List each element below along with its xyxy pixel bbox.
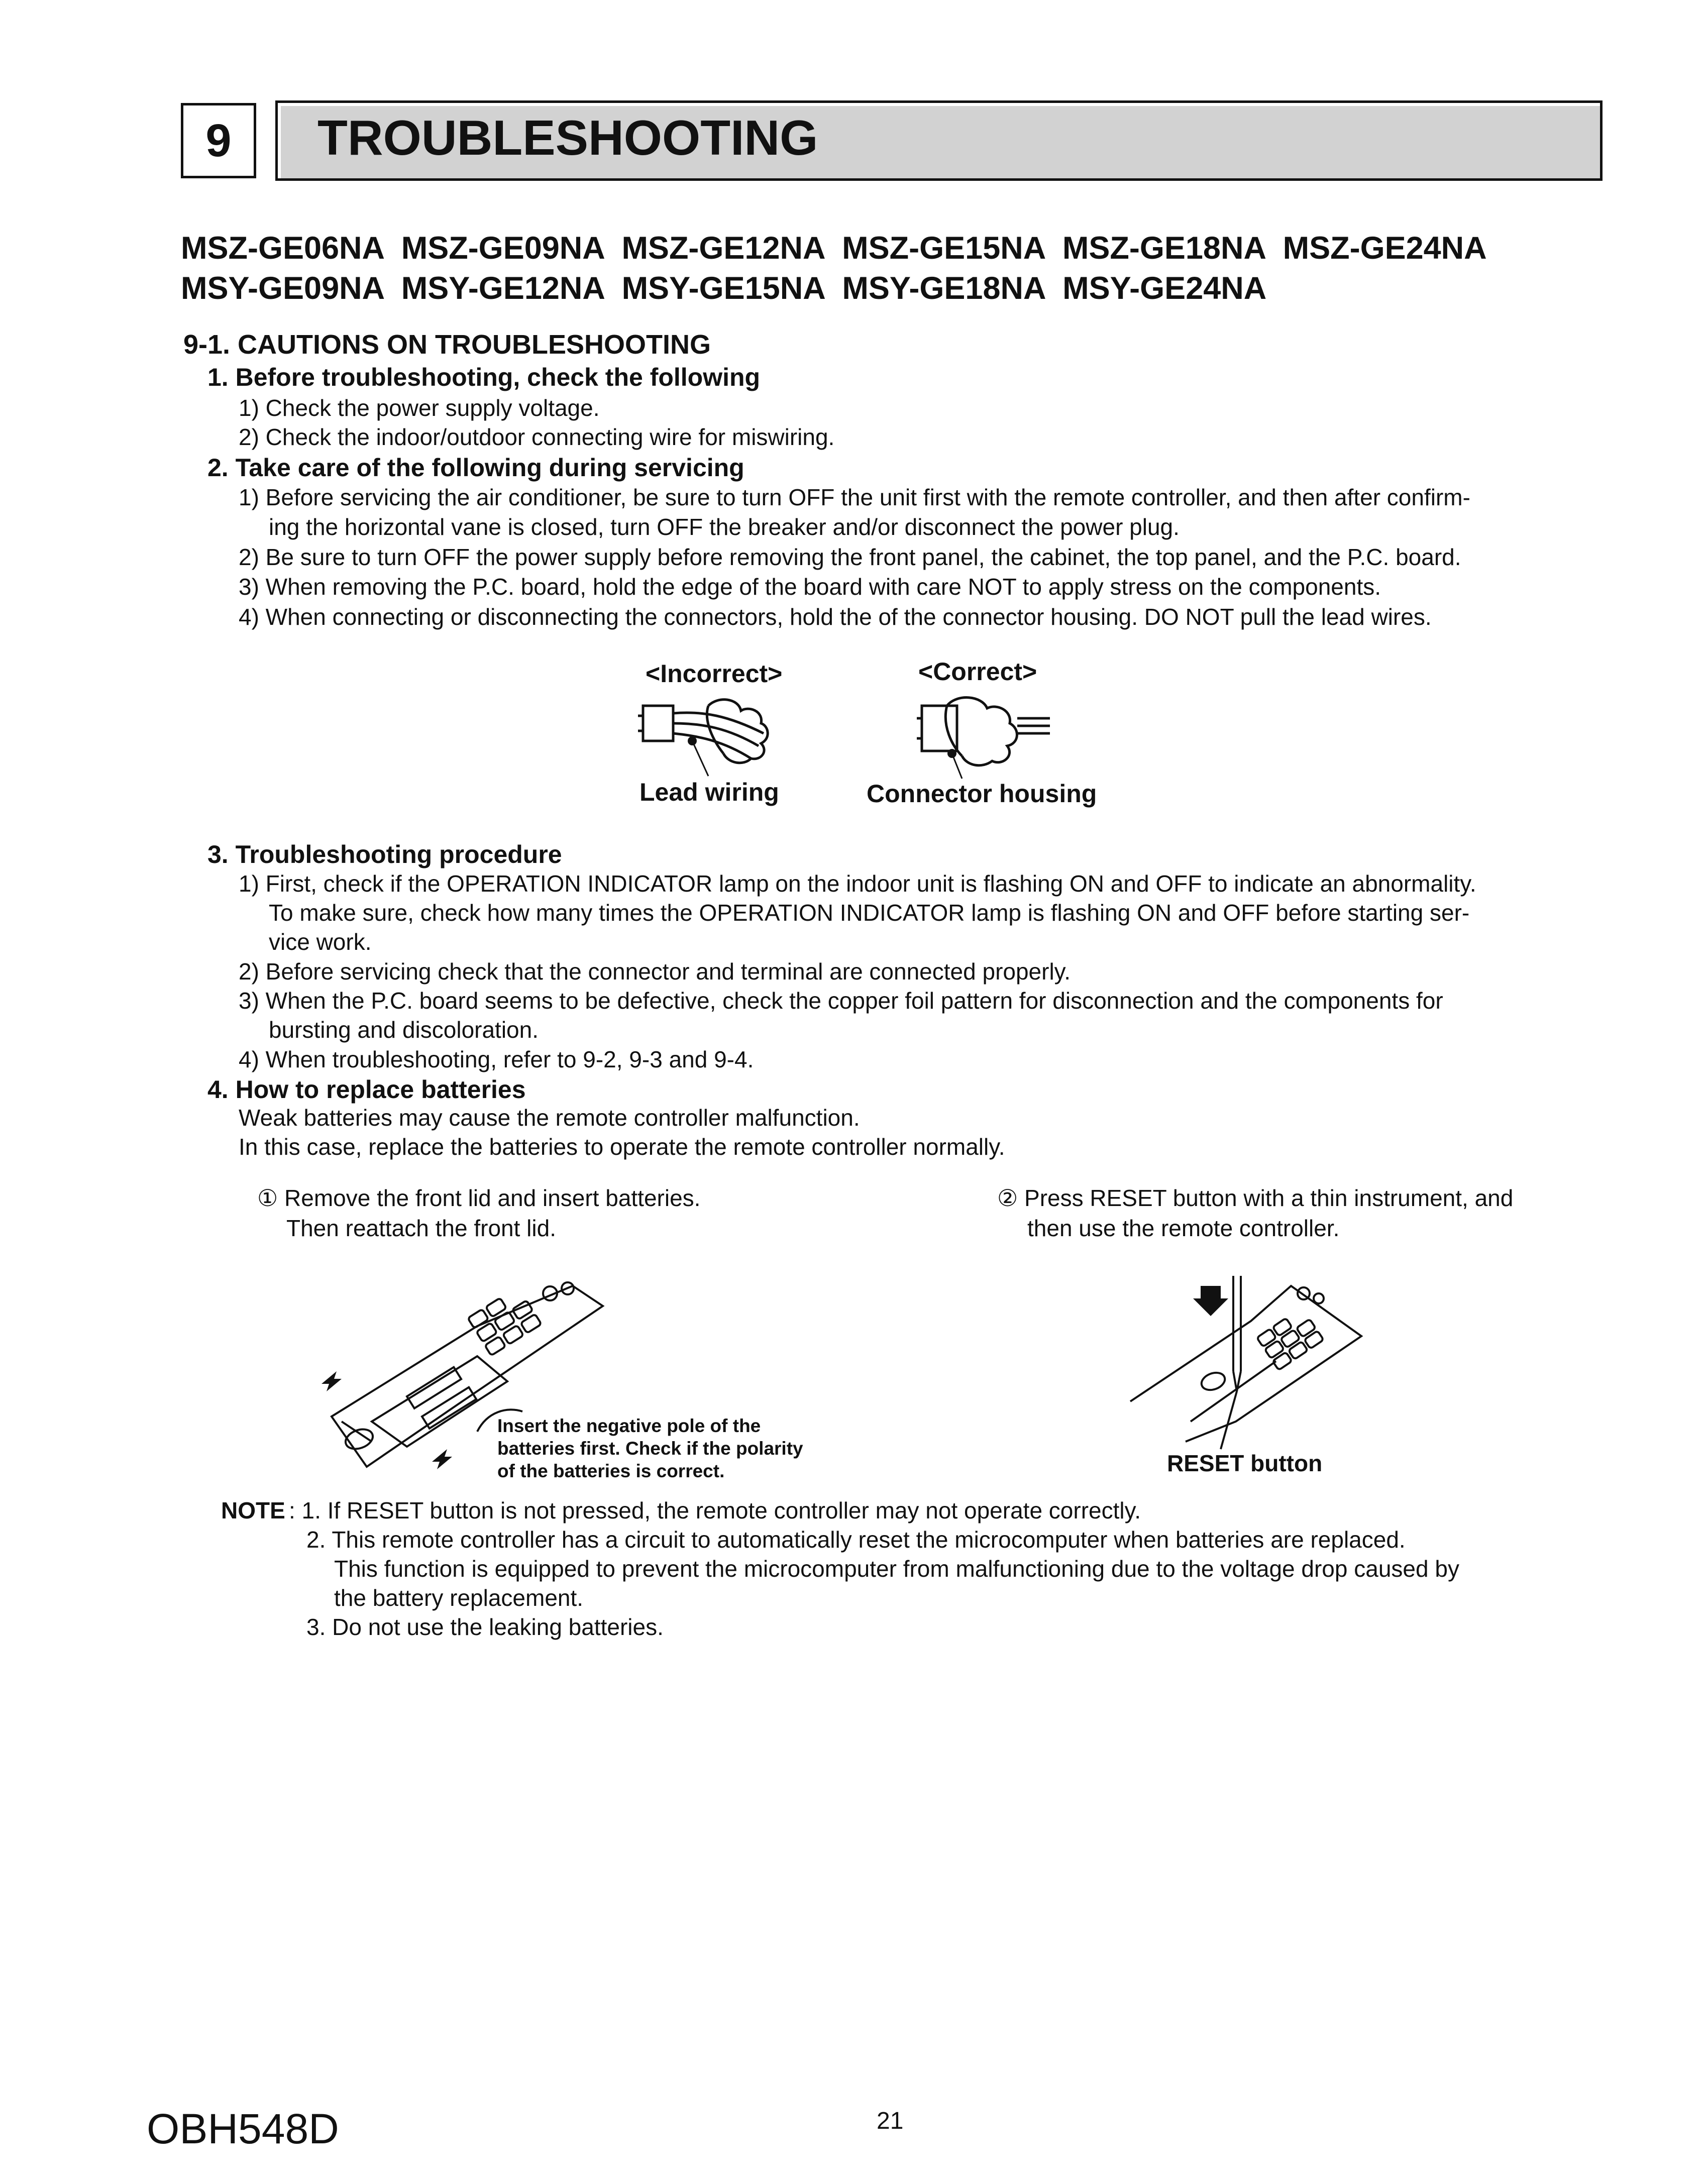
list-item: bursting and discoloration. bbox=[269, 1017, 539, 1043]
step-1-line: Then reattach the front lid. bbox=[286, 1215, 556, 1241]
subsection-1-heading: 1. Before troubleshooting, check the following bbox=[207, 363, 761, 391]
note-line: 2. This remote controller has a circuit to automatically reset the microcomputer when batteries are replaced. bbox=[306, 1527, 1406, 1553]
list-item: 3) When the P.C. board seems to be defective, check the copper foil pattern for disconnection and the components for bbox=[239, 988, 1443, 1014]
step-2-line: then use the remote controller. bbox=[1027, 1215, 1340, 1241]
correct-connector-illustration bbox=[917, 696, 1078, 776]
list-item: 1) Before servicing the air conditioner, be sure to turn OFF the unit first with the remote controller, and then after confirm- bbox=[239, 484, 1470, 510]
list-item: 4) When troubleshooting, refer to 9-2, 9-3 and 9-4. bbox=[239, 1046, 754, 1072]
list-item: 2) Check the indoor/outdoor connecting wire for miswiring. bbox=[239, 424, 835, 450]
section-title: 9-1. CAUTIONS ON TROUBLESHOOTING bbox=[183, 330, 711, 360]
list-item: 1) Check the power supply voltage. bbox=[239, 395, 600, 421]
page-number: 21 bbox=[877, 2108, 904, 2134]
step-1-line: ① Remove the front lid and insert batteries. bbox=[257, 1185, 701, 1211]
note-line: 3. Do not use the leaking batteries. bbox=[306, 1614, 664, 1640]
correct-label: <Correct> bbox=[918, 658, 1037, 686]
lead-wiring-label: Lead wiring bbox=[639, 778, 779, 806]
battery-note-line: batteries first. Check if the polarity bbox=[497, 1438, 803, 1459]
subsection-2-heading: 2. Take care of the following during servicing bbox=[207, 454, 744, 482]
note-line: : 1. If RESET button is not pressed, the remote controller may not operate correctly. bbox=[289, 1497, 1141, 1523]
incorrect-connector-illustration bbox=[638, 696, 799, 776]
list-item: 2) Before servicing check that the connector and terminal are connected properly. bbox=[239, 958, 1071, 985]
paragraph-line: Weak batteries may cause the remote controller malfunction. bbox=[239, 1105, 860, 1131]
list-item: 2) Be sure to turn OFF the power supply before removing the front panel, the cabinet, the top panel, and the P.C. board. bbox=[239, 544, 1461, 570]
list-item: 3) When removing the P.C. board, hold the edge of the board with care NOT to apply stress on the components. bbox=[239, 574, 1381, 600]
note-label: NOTE bbox=[221, 1497, 285, 1523]
battery-note-line: of the batteries is correct. bbox=[497, 1461, 725, 1481]
remote-reset-illustration bbox=[1125, 1276, 1366, 1467]
subsection-3-heading: 3. Troubleshooting procedure bbox=[207, 840, 562, 868]
list-item: ing the horizontal vane is closed, turn OFF the breaker and/or disconnect the power plug. bbox=[269, 514, 1180, 540]
note-line: This function is equipped to prevent the microcomputer from malfunctioning due to the voltage drop caused by bbox=[334, 1556, 1459, 1582]
list-item: To make sure, check how many times the OPERATION INDICATOR lamp is flashing ON and OFF before starting ser- bbox=[269, 900, 1470, 926]
battery-note-line: Insert the negative pole of the bbox=[497, 1415, 761, 1436]
reset-button-label: RESET button bbox=[1167, 1450, 1323, 1476]
incorrect-label: <Incorrect> bbox=[646, 660, 783, 688]
list-item: 1) First, check if the OPERATION INDICATOR lamp on the indoor unit is flashing ON and OFF to indicate an abnormality. bbox=[239, 870, 1476, 897]
model-list-msy: MSY-GE09NA MSY-GE12NA MSY-GE15NA MSY-GE18NA MSY-GE24NA bbox=[181, 271, 1267, 306]
model-list-msz: MSZ-GE06NA MSZ-GE09NA MSZ-GE12NA MSZ-GE15NA MSZ-GE18NA MSZ-GE24NA bbox=[181, 231, 1487, 266]
note-line: the battery replacement. bbox=[334, 1585, 584, 1611]
connector-housing-label: Connector housing bbox=[867, 780, 1097, 808]
chapter-title: TROUBLESHOOTING bbox=[317, 110, 818, 165]
paragraph-line: In this case, replace the batteries to operate the remote controller normally. bbox=[239, 1134, 1005, 1160]
list-item: vice work. bbox=[269, 929, 372, 955]
subsection-4-heading: 4. How to replace batteries bbox=[207, 1075, 526, 1104]
document-code: OBH548D bbox=[147, 2105, 339, 2152]
step-2-line: ② Press RESET button with a thin instrument, and bbox=[997, 1185, 1514, 1211]
list-item: 4) When connecting or disconnecting the connectors, hold the of the connector housing. DO NOT pull the lead wires. bbox=[239, 604, 1432, 630]
chapter-number: 9 bbox=[181, 103, 256, 178]
